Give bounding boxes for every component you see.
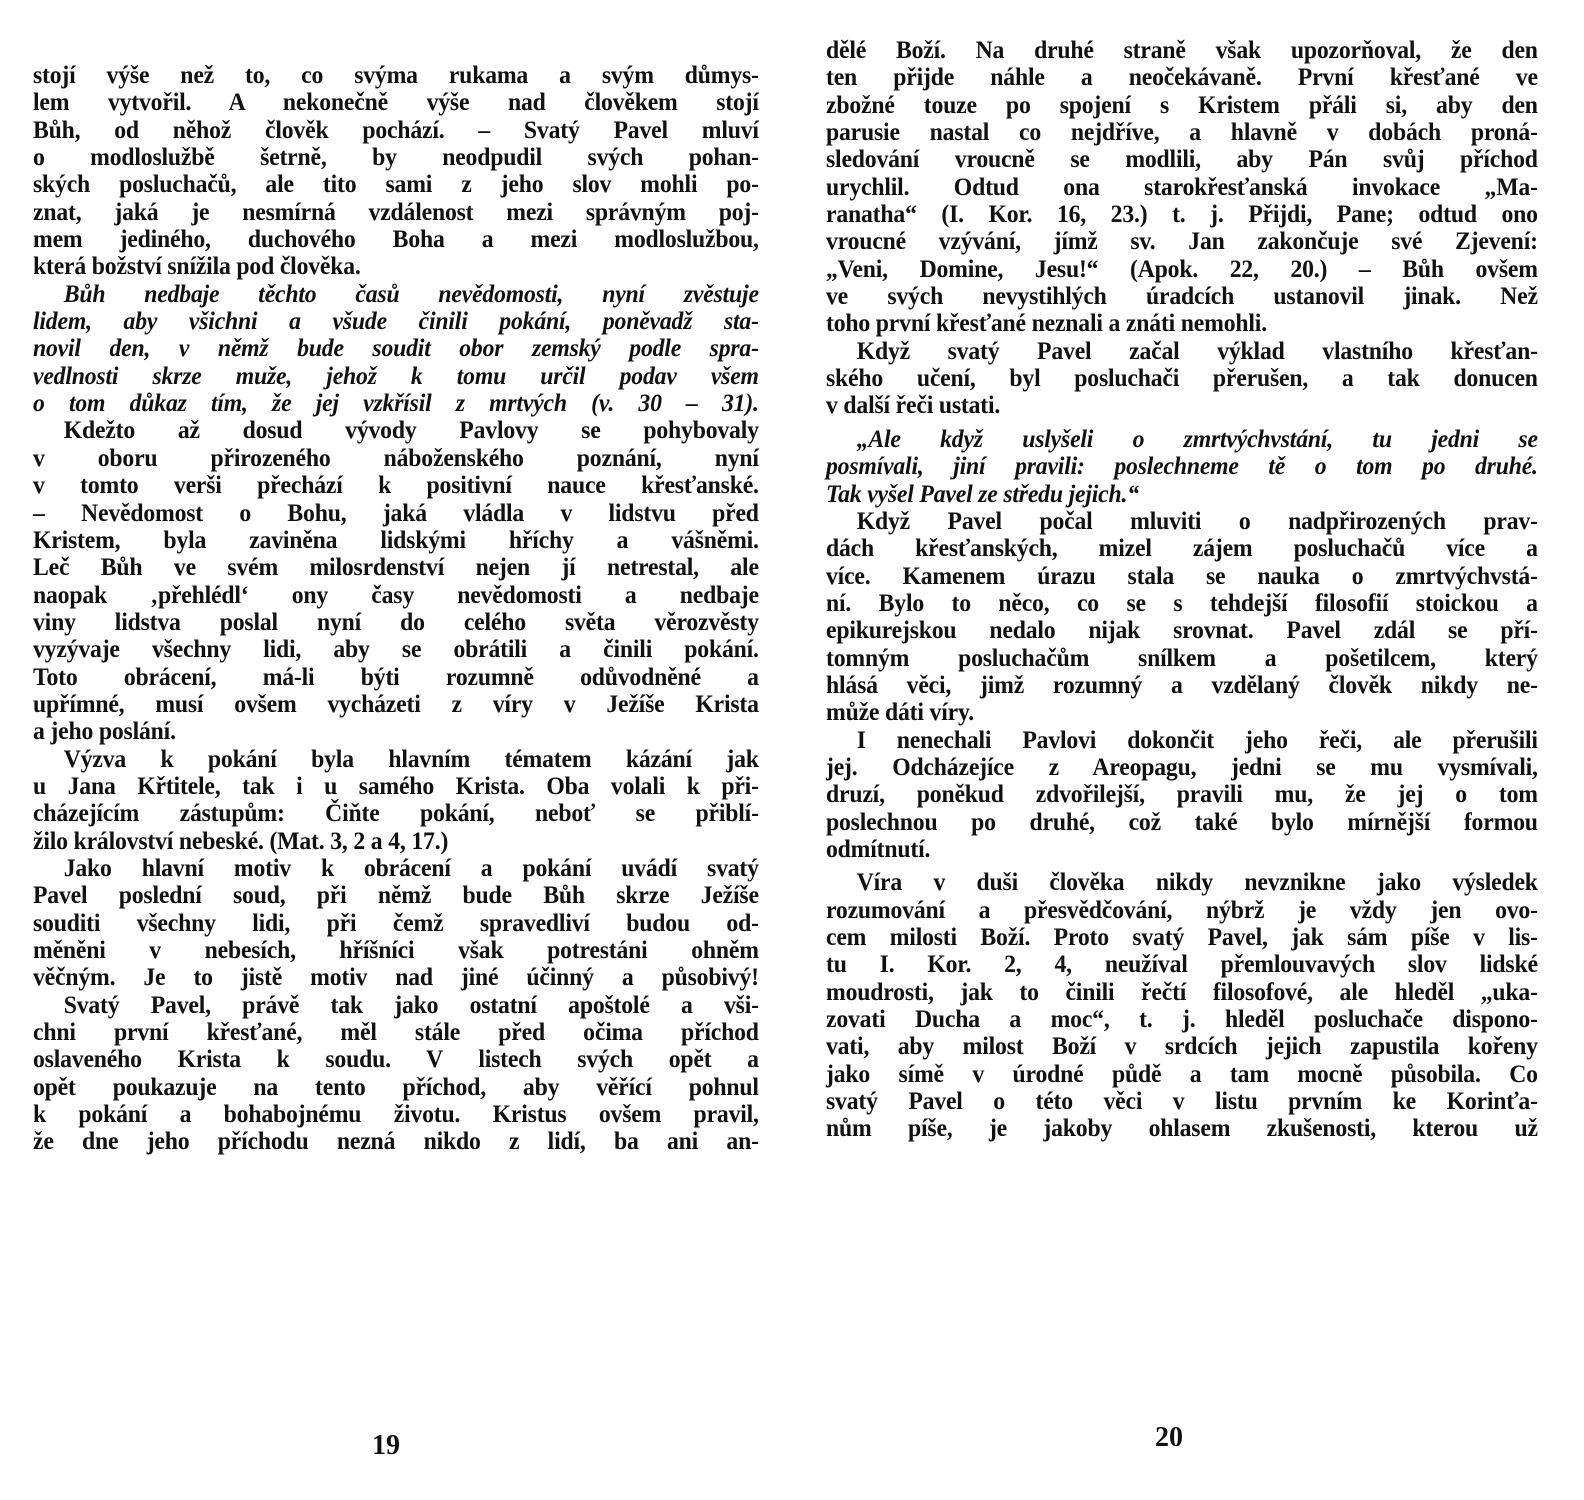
text-line: Když Pavel počal mluviti o nadpřirozených prav- xyxy=(856,505,1538,535)
text-line: posmívali, jiní pravili: poslechneme tě o tom po druhé. xyxy=(826,451,1538,481)
text-line: cem milosti Boží. Proto svatý Pavel, jak sám píše v lis- xyxy=(826,922,1538,951)
text-line: o tom důkaz tím, že jej vzkřísil z mrtvých (v. 30 – 31). xyxy=(33,388,759,418)
text-line: a jeho poslání. xyxy=(33,716,176,746)
text-line: parusie nastal co nejdříve, a hlavně v dobách proná- xyxy=(826,117,1538,147)
text-line: vedlnosti skrze muže, jehož k tomu určil podav všem xyxy=(33,360,759,390)
text-line: žilo království nebeské. (Mat. 3, 2 a 4, 17.) xyxy=(33,825,449,855)
text-line: vroucné vzývání, jímž sv. Jan zakončuje své Zjevení: xyxy=(826,226,1538,256)
text-line: Když svatý Pavel začal výklad vlastního křesťan- xyxy=(856,335,1538,365)
right-page xyxy=(826,36,1538,1142)
text-line: poslechnou po druhé, což také bylo mírnější formou xyxy=(826,806,1538,836)
text-line: moudrosti, jak to činili řečtí filosofové, ale hleděl „uka- xyxy=(826,976,1538,1006)
text-line: opět poukazuje na tento příchod, aby věřící pohnul xyxy=(33,1071,759,1101)
text-line: vati, aby milost Boží v srdcích jejich zapustila kořeny xyxy=(826,1031,1538,1061)
text-line: ských posluchačů, ale tito sami z jeho slov mohli po- xyxy=(33,169,759,199)
text-line: oslaveného Krista k soudu. V listech svých opět a xyxy=(33,1044,759,1074)
text-line: v oboru přirozeného náboženského poznání, nyní xyxy=(33,442,759,472)
text-line: může dáti víry. xyxy=(826,697,975,727)
text-line: novil den, v němž bude soudit obor zemský podle spra- xyxy=(33,333,759,363)
text-line: urychlil. Odtud ona starokřesťanská invokace „Ma- xyxy=(826,171,1538,201)
text-line: Pavel poslední soud, při němž bude Bůh skrze Ježíše xyxy=(33,880,759,910)
text-line: měněni v nebesích, hříšníci však potrestáni ohněm xyxy=(33,935,759,964)
text-line: Bůh, od něhož člověk pochází. – Svatý Pavel mluví xyxy=(33,114,759,144)
text-line: Tak vyšel Pavel ze středu jejich.“ xyxy=(826,478,1139,508)
text-line: stojí výše než to, co svýma rukama a svým důmys- xyxy=(33,60,759,89)
text-line: mem jediného, duchového Boha a mezi modloslužbou, xyxy=(33,224,759,254)
text-line: Výzva k pokání byla hlavním tématem kázání jak xyxy=(63,743,759,773)
text-line: – Nevědomost o Bohu, jaká vládla v lidstvu před xyxy=(33,497,759,527)
text-line: jej. Odcházejíce z Areopagu, jedni se mu vysmívali, xyxy=(826,751,1538,781)
text-line: více. Kamenem úrazu stala se nauka o zmrtvýchvstá- xyxy=(826,560,1538,590)
text-line: ten přijde náhle a neočekávaně. První křesťané ve xyxy=(826,62,1538,92)
text-line: Kdežto až dosud vývody Pavlovy se pohybovaly xyxy=(63,415,759,445)
text-line: souditi všechny lidi, při čemž spravedliví budou od- xyxy=(33,907,759,937)
text-line: Svatý Pavel, právě tak jako ostatní apoštolé a vši- xyxy=(63,989,759,1019)
text-line: zbožné touze po spojení s Kristem přáli si, aby den xyxy=(826,89,1538,119)
text-line: naopak ‚přehlédl‘ ony časy nevědomosti a nedbaje xyxy=(33,579,759,609)
text-line: Leč Bůh ve svém milosrdenství nejen jí netrestal, ale xyxy=(33,552,759,582)
text-line: jako símě v úrodné půdě a tam mocně působila. Co xyxy=(826,1058,1538,1088)
text-line: věčným. Je to jistě motiv nad jiné účinný a působivý! xyxy=(33,962,759,992)
text-line: Kristem, byla zaviněna lidskými hříchy a vášněmi. xyxy=(33,524,759,554)
text-line: o modloslužbě šetrně, by neodpudil svých pohan- xyxy=(33,142,759,172)
text-line: v další řeči ustati. xyxy=(826,390,1001,420)
text-line: zovati Ducha a moc“, t. j. hleděl posluchače dispono- xyxy=(826,1004,1538,1034)
text-line: Toto obrácení, má-li býti rozumně odůvodněné a xyxy=(33,661,759,691)
text-line: v tomto verši přechází k positivní nauce křesťanské. xyxy=(33,470,759,500)
text-line: nům píše, je jakoby ohlasem zkušenosti, kterou už xyxy=(826,1113,1538,1143)
page-number-left: 19 xyxy=(372,1430,400,1461)
text-line: sledování vroucně se modlili, aby Pán svůj příchod xyxy=(826,144,1538,174)
text-line: Víra v duši člověka nikdy nevznikne jako výsledek xyxy=(856,867,1538,897)
text-line: toho první křesťané neznali a znáti nemohli. xyxy=(826,308,1267,338)
text-line: odmítnutí. xyxy=(826,833,931,863)
left-page xyxy=(33,61,759,1155)
text-line: ského učení, byl posluchači přerušen, a tak donucen xyxy=(826,363,1538,393)
text-line: dělé Boží. Na druhé straně však upozorňoval, že den xyxy=(826,35,1538,64)
text-line: u Jana Křtitele, tak i u samého Krista. Oba volali k při- xyxy=(33,770,759,800)
text-line: vyzývaje všechny lidi, aby se obrátili a činili pokání. xyxy=(33,634,759,664)
page-number-right: 20 xyxy=(1155,1422,1183,1453)
text-line: hlásá věci, jimž rozumný a vzdělaný člověk nikdy ne- xyxy=(826,669,1538,699)
text-line: ve svých nevystihlých úradcích ustanovil jinak. Než xyxy=(826,281,1538,311)
text-line: chni první křesťané, měl stále před očima příchod xyxy=(33,1017,759,1047)
text-line: ní. Bylo to něco, co se s tehdejší filosofií stoickou a xyxy=(826,587,1538,617)
text-line: viny lidstva poslal nyní do celého světa věrozvěsty xyxy=(33,606,759,636)
text-line: dách křesťanských, mizel zájem posluchačů více a xyxy=(826,533,1538,563)
text-line: „Ale když uslyšeli o zmrtvýchvstání, tu jedni se xyxy=(856,423,1538,453)
text-line: „Veni, Domine, Jesu!“ (Apok. 22, 20.) – Bůh ovšem xyxy=(826,253,1538,283)
text-line: znat, jaká je nesmírná vzdálenost mezi správným poj- xyxy=(33,196,759,226)
text-line: lidem, aby všichni a všude činili pokání, poněvadž sta- xyxy=(33,306,759,336)
text-line: Jako hlavní motiv k obrácení a pokání uvádí svatý xyxy=(63,852,759,882)
text-line: lem vytvořil. A nekonečně výše nad člověkem stojí xyxy=(33,87,759,117)
text-line: tu I. Kor. 2, 4, neužíval přemlouvavých slov lidské xyxy=(826,949,1538,979)
text-line: cházejícím zástupům: Čiňte pokání, neboť se přiblí- xyxy=(33,798,759,828)
text-line: I nenechali Pavlovi dokončit jeho řeči, ale přerušili xyxy=(856,724,1538,754)
text-line: druzí, poněkud zdvořilejší, pravili mu, že jej o tom xyxy=(826,779,1538,809)
text-line: že dne jeho příchodu nezná nikdo z lidí, ba ani an- xyxy=(33,1126,759,1156)
text-line: ranatha“ (I. Kor. 16, 23.) t. j. Přijdi, Pane; odtud ono xyxy=(826,199,1538,229)
text-line: která božství snížila pod člověka. xyxy=(33,251,361,281)
text-line: k pokání a bohabojnému životu. Kristus ovšem pravil, xyxy=(33,1099,759,1129)
text-line: Bůh nedbaje těchto časů nevědomosti, nyní zvěstuje xyxy=(63,278,759,308)
text-line: epikurejskou nedalo nijak srovnat. Pavel zdál se pří- xyxy=(826,615,1538,645)
text-line: tomným posluchačům snílkem a pošetilcem, který xyxy=(826,642,1538,672)
text-line: upřímné, musí ovšem vycházeti z víry v Ježíše Krista xyxy=(33,688,759,718)
text-line: svatý Pavel o této věci v listu prvním ke Korinťa- xyxy=(826,1086,1538,1116)
text-line: rozumování a přesvědčování, nýbrž je vždy jen ovo- xyxy=(826,894,1538,924)
